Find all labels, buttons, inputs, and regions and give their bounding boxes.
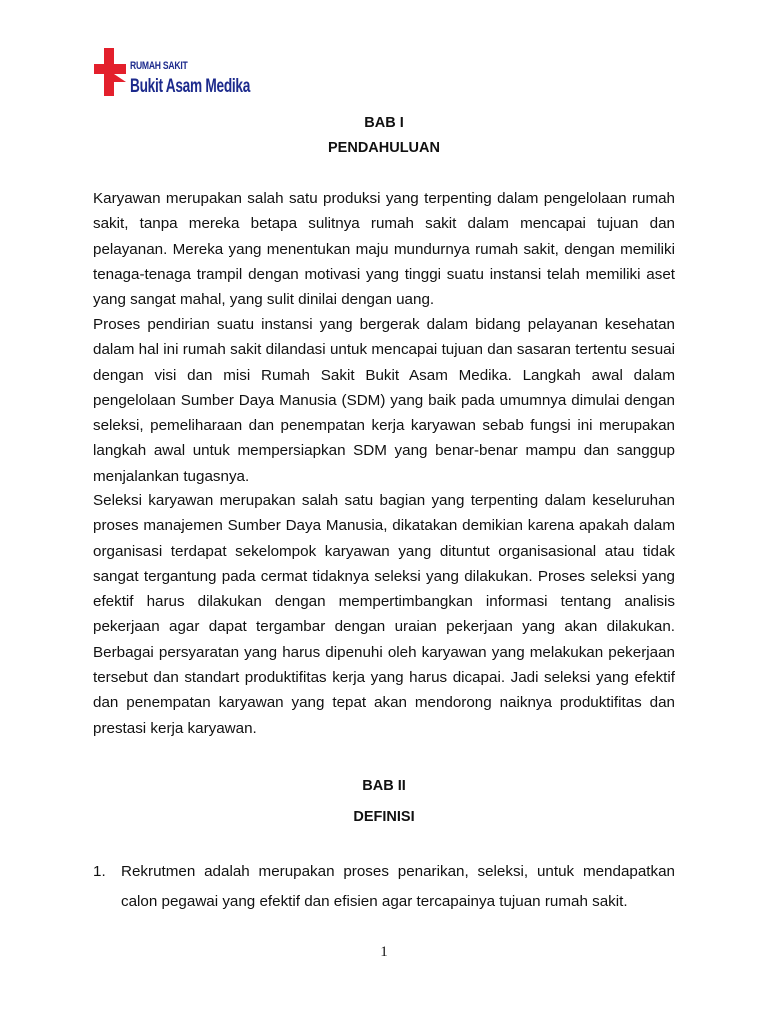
chapter2-title: DEFINISI bbox=[353, 809, 415, 825]
chapter1-paragraph-1: Karyawan merupakan salah satu produksi yang terpenting dalam pengelolaan rumah sakit, tanpa mereka betapa sulitnya rumah sakit dalam mencapai tujuan dan pelayanan. Mereka yang menentukan maju mundurnya rumah sakit, dengan memiliki tenaga-tenaga trampil dengan motivasi yang tinggi suatu instansi telah memiliki aset yang sangat mahal, yang sulit dinilai dengan uang. bbox=[93, 190, 675, 309]
chapter1-bab: BAB I bbox=[364, 115, 404, 131]
chapter1-title: PENDAHULUAN bbox=[328, 140, 440, 156]
logo-line2: Bukit Asam Medika bbox=[130, 76, 251, 97]
hospital-logo bbox=[92, 40, 251, 112]
red-cross-logo-icon bbox=[92, 46, 128, 98]
logo-line1: RUMAH SAKIT bbox=[130, 60, 188, 72]
chapter1-paragraph-2: Proses pendirian suatu instansi yang bergerak dalam bidang pelayanan kesehatan dalam hal ini rumah sakit dilandasi untuk mencapai tujuan dan sasaran tertentu sesuai dengan visi dan misi Rumah Sakit Bukit Asam Medika. Langkah awal dalam pengelolaan Sumber Daya Manusia (SDM) yang baik pada umumnya dimulai dengan seleksi, pemeliharaan dan penempatan kerja karyawan sebab fungsi ini merupakan langkah awal untuk mempersiapkan SDM yang benar-benar mampu dan sanggup menjalankan tugasnya. bbox=[93, 316, 675, 485]
chapter1-paragraph-3: Seleksi karyawan merupakan salah satu bagian yang terpenting dalam keseluruhan proses manajemen Sumber Daya Manusia, dikatakan demikian karena apakah dalam organisasi terdapat sekelompok karyawan yang dituntut organisasional atau tidak sangat tergantung pada cermat tidaknya seleksi yang dilakukan. Proses seleksi yang efektif harus dilakukan dengan mempertimbangkan informasi tentang analisis pekerjaan agar dapat tergambar dengan uraian pekerjaan yang akan dilakukan. Berbagai persyaratan yang harus dipenuhi oleh karyawan yang melakukan pekerjaan tersebut dan standart produktifitas kerja yang harus dicapai. Jadi seleksi yang efektif dan penempatan karyawan yang tepat akan mendorong naiknya produktifitas dan prestasi kerja karyawan. bbox=[93, 492, 675, 737]
list-item-text: Rekrutmen adalah merupakan proses penarikan, seleksi, untuk mendapatkan calon pegawai yang efektif dan efisien agar tercapainya tujuan rumah sakit. bbox=[121, 863, 675, 910]
chapter2-bab: BAB II bbox=[362, 778, 406, 794]
page-number: 1 bbox=[380, 944, 388, 960]
list-item-number: 1. bbox=[93, 863, 106, 880]
